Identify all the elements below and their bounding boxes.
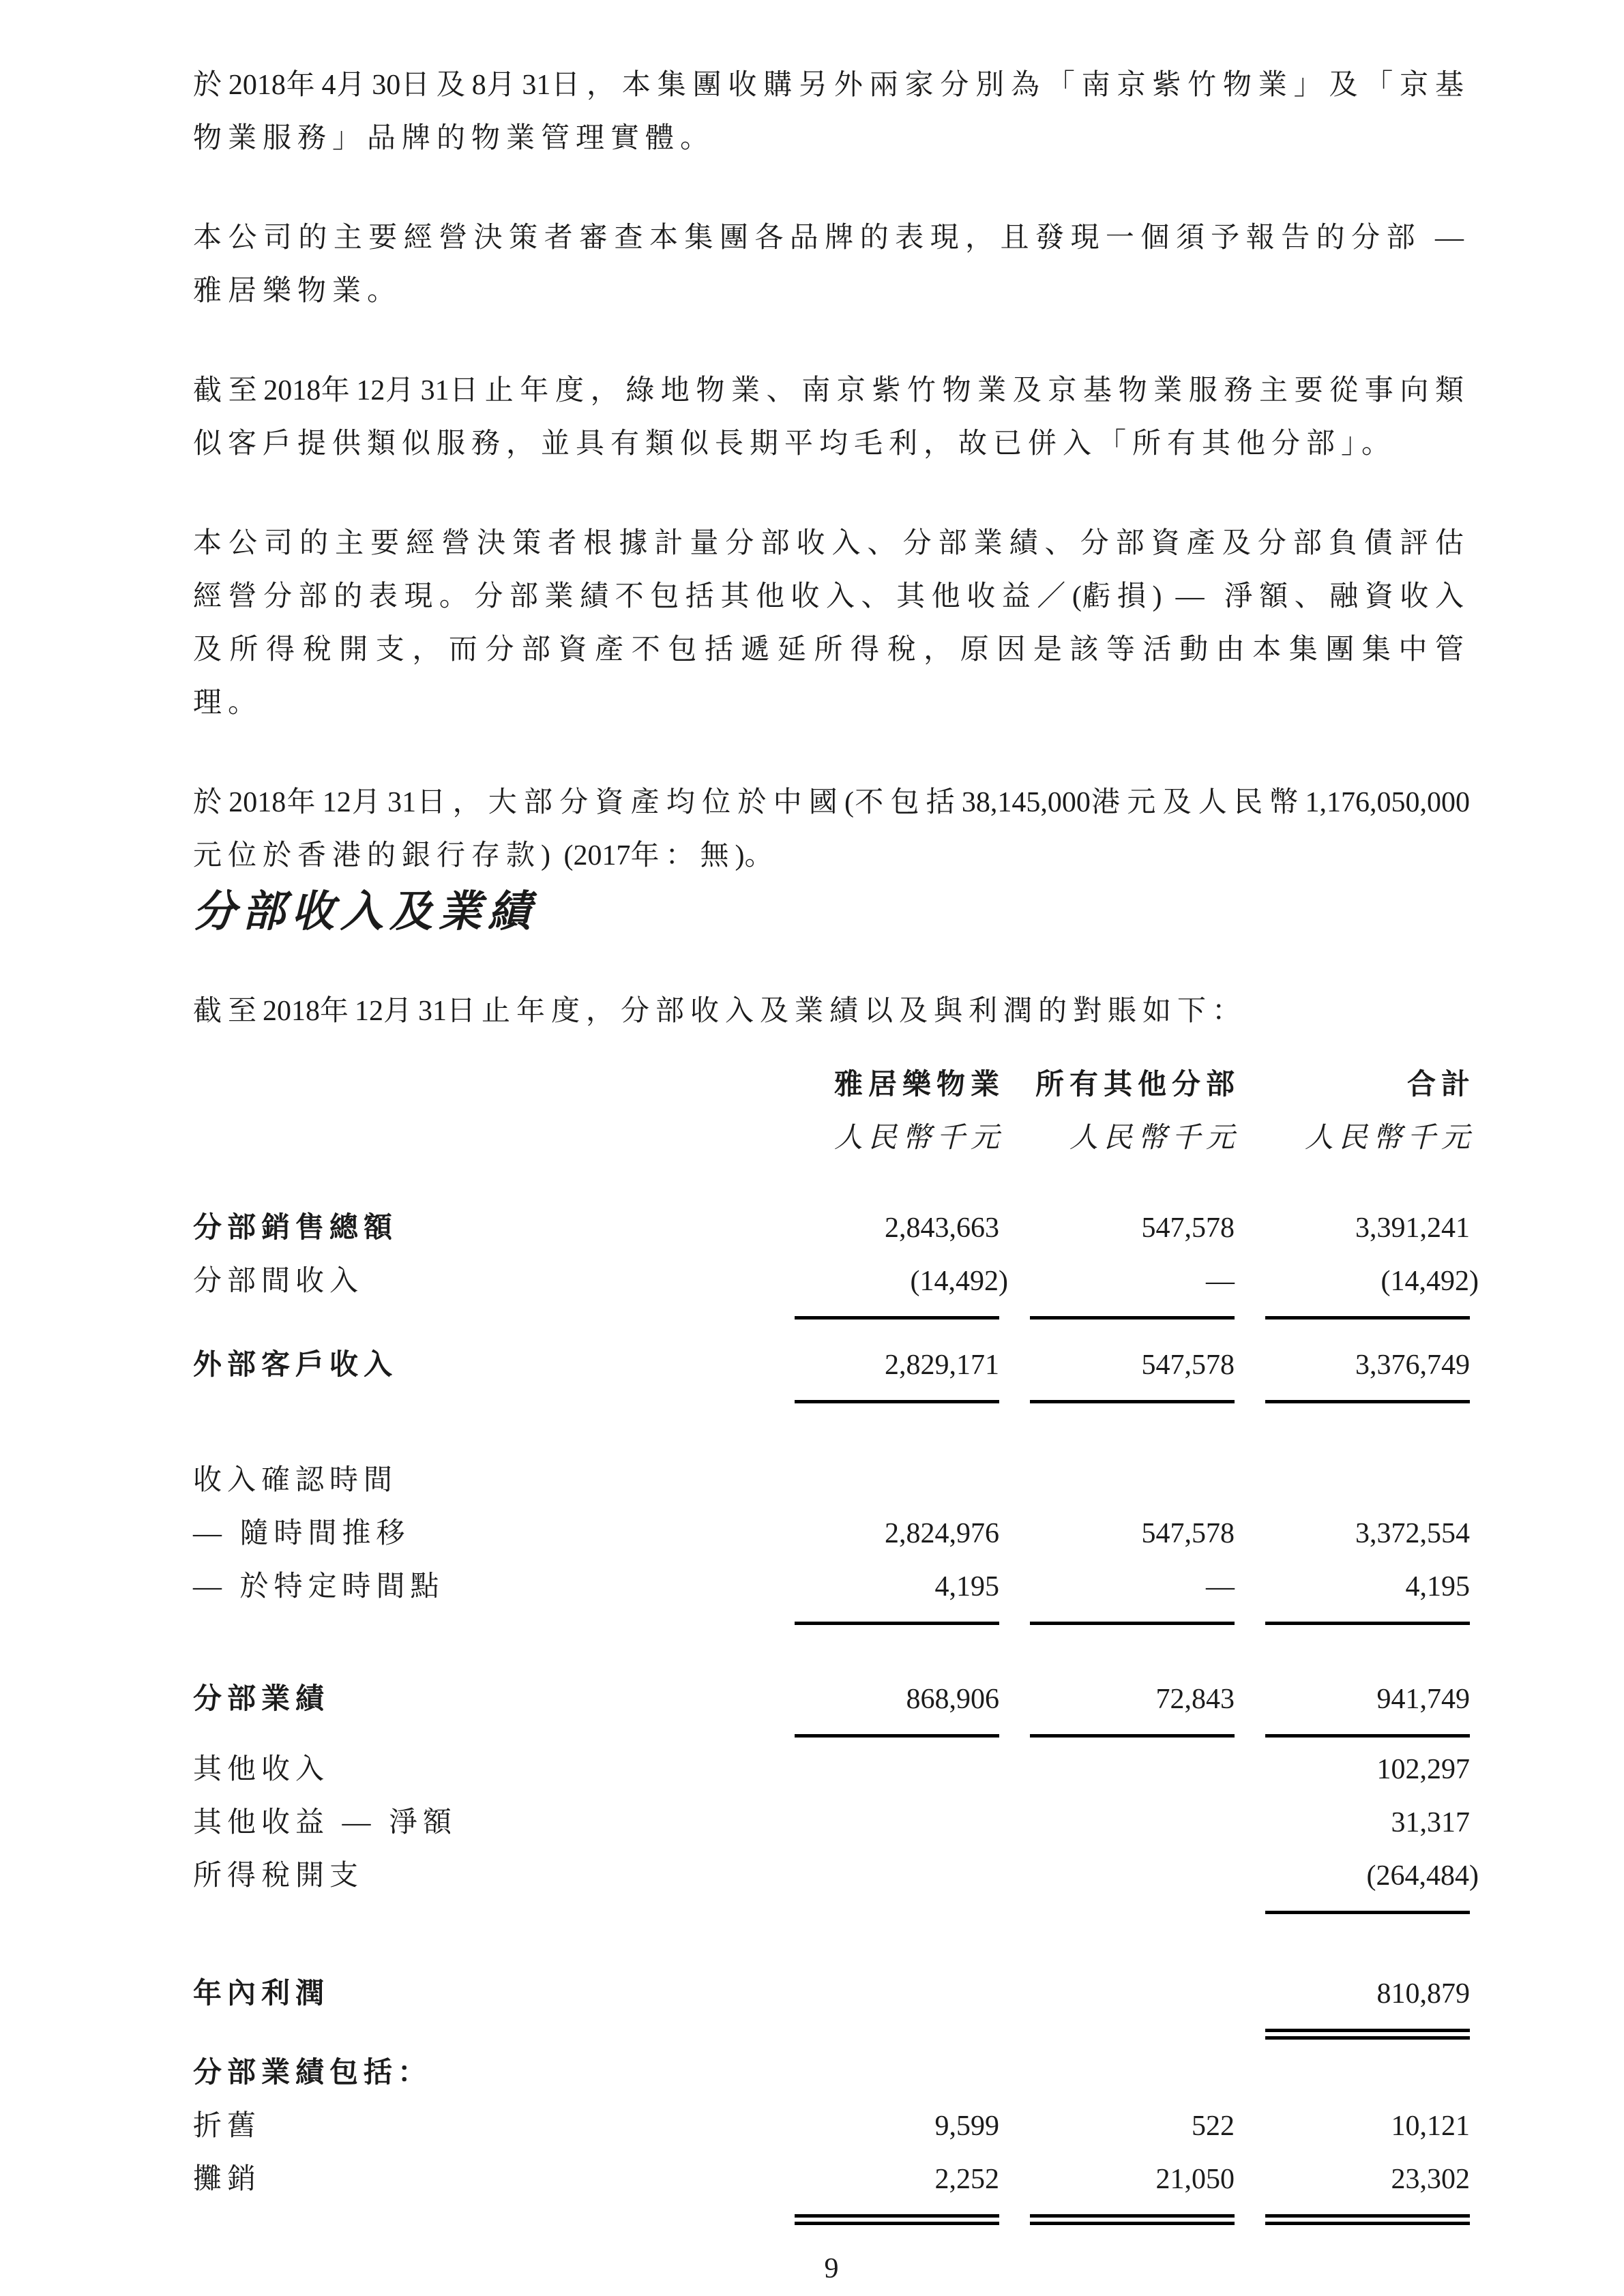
page-number: 9 <box>824 2253 839 2284</box>
section-heading-segment-revenue-results: 分部收入及業績 <box>193 888 537 936</box>
table-intro: 截至2018年12月31日止年度，分部收入及業績以及與利潤的對賬如下： <box>193 996 1247 1027</box>
table-row-point-in-time: — 於特定時間點 4,195 — 4,195 <box>193 1571 1470 1602</box>
paragraph-segment-measurement: 本公司的主要經營決策者根據計量分部收入、分部業績、分部資產及分部負債評估經營分部的表現。分部業績不包括其他收入、其他收益／(虧損) — 淨額、融資收入及所得稅開支，而分部資產不包括遞延所得稅，原因是該等活動由本集團集中管理。 <box>193 528 1470 719</box>
table-row-revenue-recognition-timing: 收入確認時間 <box>193 1465 398 1496</box>
table-row-other-gains-net: 其他收益 — 淨額 31,317 <box>193 1807 1470 1838</box>
column-header-total: 合計 <box>1406 1069 1475 1101</box>
paragraph-other-segments: 截至2018年12月31日止年度，綠地物業、南京紫竹物業及京基物業服務主要從事向類似客戶提供類似服務，並具有類似長期平均毛利，故已併入「所有其他分部」。 <box>193 375 1470 460</box>
header-spacer <box>193 1058 764 1112</box>
table-row-inter-segment-revenue: 分部間收入 (14,492) — (14,492) <box>193 1266 1479 1297</box>
table-row-gross-segment-sales: 分部銷售總額 2,843,663 547,578 3,391,241 <box>193 1212 1470 1244</box>
segment-results-table <box>193 1058 1479 2225</box>
table-row-amortisation: 攤銷 2,252 21,050 23,302 <box>193 2164 1470 2195</box>
paragraph-acquisitions: 於2018年4月30日及8月31日，本集團收購另外兩家分別為「南京紫竹物業」及「京基物業服務」品牌的物業管理實體。 <box>193 70 1470 154</box>
table-row-depreciation: 折舊 9,599 522 10,121 <box>193 2111 1470 2142</box>
unit-label-col3: 人民幣千元 <box>1304 1122 1475 1154</box>
table-row-over-time: — 隨時間推移 2,824,976 547,578 3,372,554 <box>193 1518 1470 1549</box>
table-header-row <box>193 1058 1475 1112</box>
table-double-rule-total-only <box>193 2029 1470 2040</box>
table-rule-total-only <box>193 1911 1470 1914</box>
table-row-income-tax-expense: 所得稅開支 (264,484) <box>193 1860 1479 1892</box>
table-row-external-customer-revenue: 外部客戶收入 2,829,171 547,578 3,376,749 <box>193 1350 1470 1381</box>
paragraph-codm-review: 本公司的主要經營決策者審查本集團各品牌的表現，且發現一個須予報告的分部 — 雅居樂物業。 <box>193 222 1470 307</box>
table-row-segment-results: 分部業績 868,906 72,843 941,749 <box>193 1684 1470 1715</box>
table-rule <box>193 1400 1470 1403</box>
table-double-rule <box>193 2214 1470 2225</box>
table-rule <box>193 1734 1470 1738</box>
unit-label-col2: 人民幣千元 <box>1069 1122 1240 1154</box>
table-rule <box>193 1316 1470 1320</box>
column-header-agile-property: 雅居樂物業 <box>833 1069 1005 1101</box>
table-row-other-income: 其他收入 102,297 <box>193 1754 1470 1785</box>
table-row-segment-results-include: 分部業績包括： <box>193 2057 432 2089</box>
table-rule <box>193 1622 1470 1625</box>
paragraph-assets-location: 於2018年12月31日，大部分資產均位於中國(不包括38,145,000港元及人民幣1,176,050,000元位於香港的銀行存款) (2017年：無)。 <box>193 787 1470 871</box>
table-row-profit-for-the-year: 年內利潤 810,879 <box>193 1978 1470 2010</box>
unit-label-col1: 人民幣千元 <box>833 1122 1005 1154</box>
table-unit-row <box>193 1112 1475 1165</box>
column-header-all-other-segments: 所有其他分部 <box>1035 1069 1240 1101</box>
